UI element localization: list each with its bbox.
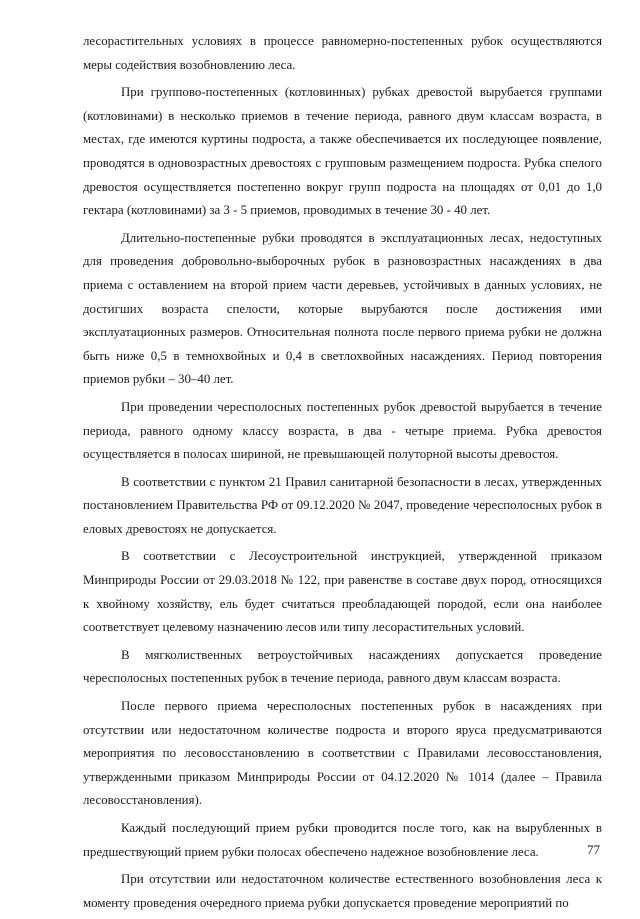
paragraph-10: При отсутствии или недостаточном количестве естественного возобновления леса к моменту проведения очередного приема рубки допускается проведение мероприятий по — [83, 872, 602, 910]
paragraph-6: В соответствии с Лесоустроительной инструкцией, утвержденной приказом Минприроды России от 29.03.2018 № 122, при равенстве в составе двух пород, относящихся к хвойному хозяйству, ель будет считаться преобладающей породой, если она наиболее соответствует целевому назначению лесов или типу лесорастительных условий. — [83, 549, 602, 635]
paragraph-9: Каждый последующий прием рубки проводится после того, как на вырубленных в предшествующий прием рубки полосах обеспечено надежное возобновление леса. — [83, 821, 602, 859]
body-text — [83, 30, 602, 919]
paragraph-1: лесорастительных условиях в процессе равномерно-постепенных рубок осуществляются меры содействия возобновлению леса. — [83, 34, 602, 72]
page-number: 77 — [587, 842, 600, 857]
paragraph-3: Длительно-постепенные рубки проводятся в эксплуатационных лесах, недоступных для проведения добровольно-выборочных рубок в разновозрастных насаждениях в два приема с оставлением на второй прием части деревьев, устойчивых в данных условиях, не достигших возраста спелости, которые вырубаются после достижения ими эксплуатационных размеров. Относительная полнота после первого приема рубки не должна быть ниже 0,5 в темнохвойных и 0,4 в светлохвойных насаждениях. Период повторения приемов рубки – 30–40 лет. — [83, 230, 602, 387]
paragraph-8: После первого приема чересполосных постепенных рубок в насаждениях при отсутствии или недостаточном количестве подроста и второго яруса предусматриваются мероприятия по лесовосстановлению в соответствии с Правилами лесовосстановления, утвержденными приказом Минприроды России от 04.12.2020 № 1014 (далее – Правила лесовосстановления). — [83, 699, 602, 808]
paragraph-4: При проведении чересполосных постепенных рубок древостой вырубается в течение периода, равного одному классу возраста, в два - четыре приема. Рубка древостоя осуществляется в полосах шириной, не превышающей полуторной высоты древостоя. — [83, 399, 602, 462]
paragraph-7: В мягколиственных ветроустойчивых насаждениях допускается проведение чересполосных постепенных рубок в течение периода, равного двум классам возраста. — [83, 647, 602, 686]
paragraph-2: При группово-постепенных (котловинных) рубках древостой вырубается группами (котловинами) в несколько приемов в течение периода, равного двум классам возраста, в местах, где имеются куртины подроста, а также обеспечивается их последующее появление, проводятся в одновозрастных древостоях с групповым размещением подроста. Рубка спелого древостоя осуществляется постепенно вокруг групп подроста на площадях от 0,01 до 1,0 гектара (котловинами) за 3 - 5 приемов, проводимых в течение 30 - 40 лет. — [83, 85, 602, 218]
paragraph-5: В соответствии с пунктом 21 Правил санитарной безопасности в лесах, утвержденных постановлением Правительства РФ от 09.12.2020 № 2047, проведение чересполосных рубок в еловых древостоях не допускается. — [83, 474, 602, 536]
